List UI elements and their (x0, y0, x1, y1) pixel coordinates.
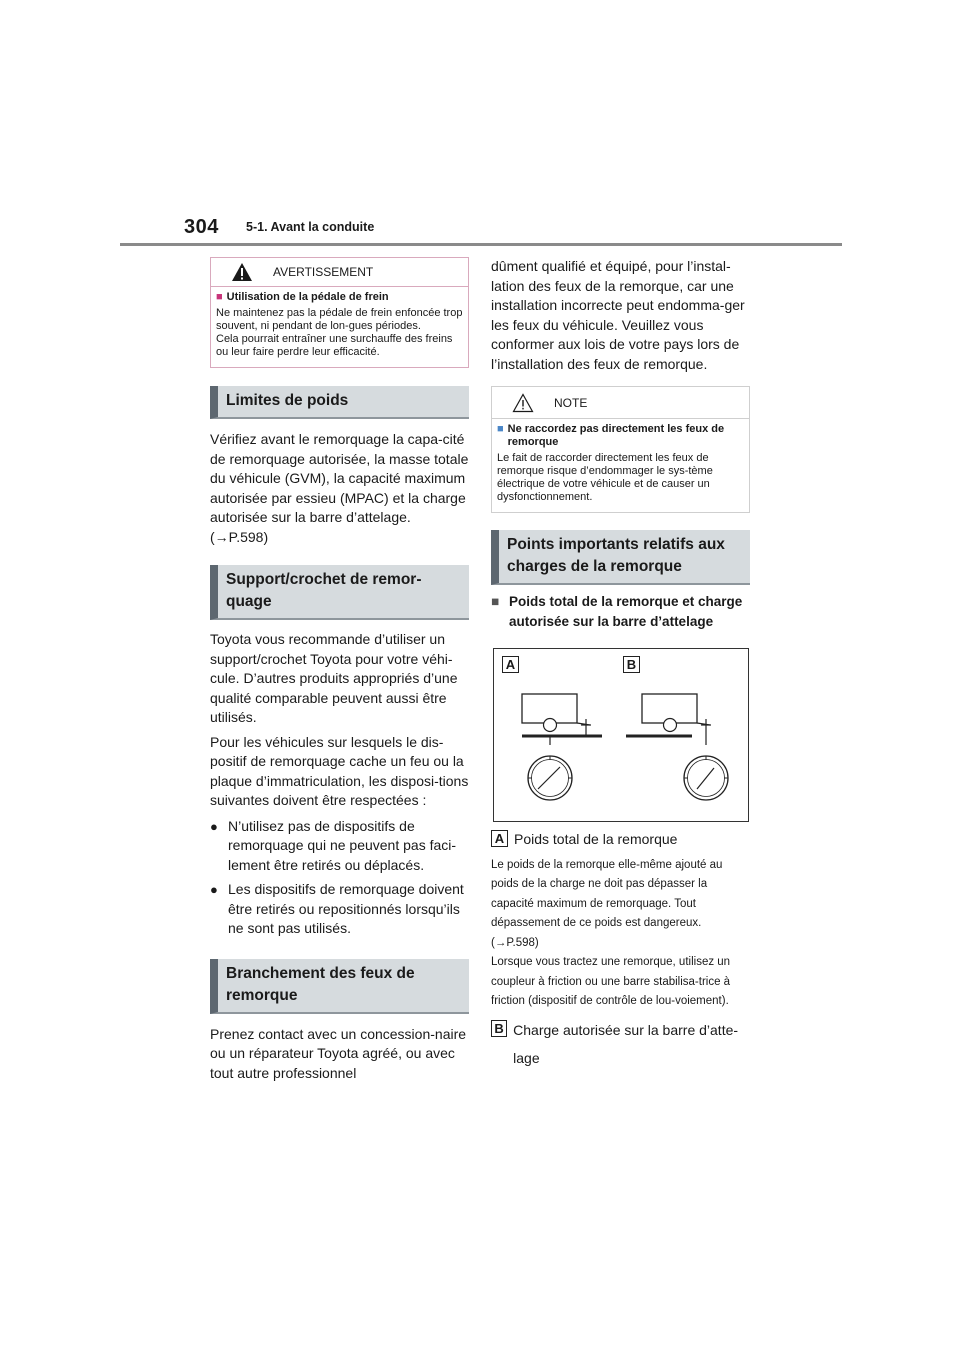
right-column (491, 257, 750, 1072)
trailer-diagram (494, 649, 748, 821)
hitch-paragraph-1: Toyota vous recommande d’utiliser un support/crochet Toyota pour votre véhi-cule. D’autres produits appropriés d’une qualité comparable peuvent aussi être utilisés. (210, 631, 458, 725)
item-b-title: Charge autorisée sur la barre d’atte-lage (513, 1021, 739, 1066)
hitch-paragraph-2: Pour les véhicules sur lesquels le dis-positif de remorquage cache un feu ou la plaque d’immatriculation, les disposi-tions suivantes doivent être respectées : (210, 733, 469, 808)
warning-triangle-icon (231, 262, 253, 282)
lights-paragraph-continued: dûment qualifié et équipé, pour l’instal-lation des feux de la remorque, car une installation incorrecte peut endomma-ger les feux du véhicule. Veuillez vous conformer aux lois de votre pays lors de l’installation des feux de remorque. (491, 258, 745, 372)
figure-label-a: A (502, 656, 519, 673)
warning-text: Ne maintenez pas la pédale de frein enfoncée trop souvent, ni pendant de lon-gues périodes. (216, 307, 463, 332)
note-header (492, 387, 749, 419)
page-number: 304 (184, 216, 219, 238)
caution-triangle-icon (512, 393, 534, 413)
bullet-dot-icon: ● (210, 818, 218, 834)
list-item (210, 880, 469, 939)
item-a-text-2: Lorsque vous tractez une remorque, utilisez un coupleur à friction ou une barre stabilisa-trice à friction (dispositif de contrôle de lou-voiement). (491, 956, 731, 1007)
square-bullet-icon: ■ (491, 594, 500, 609)
note-title: NOTE (554, 395, 588, 410)
left-column (210, 257, 469, 1083)
note-text: Le fait de raccorder directement les feux de remorque risque d’endommager le sys-tème électrique de votre véhicule et de causer un dysfonctionnement. (497, 452, 713, 503)
diagram-b-tongue-load (626, 694, 728, 800)
note-item-title (497, 423, 744, 449)
warning-body (211, 287, 468, 367)
diagram-a-total-weight (522, 694, 602, 800)
hitch-bullet-2: Les dispositifs de remorquage doivent être retirés ou repositionnés lorsqu’ils ne sont pas utilisés. (228, 881, 464, 936)
square-bullet-icon: ■ (216, 291, 223, 303)
item-b-label: B (491, 1020, 507, 1037)
section-heading-limits: Limites de poids (210, 386, 469, 419)
warning-title: AVERTISSEMENT (273, 265, 374, 279)
limits-paragraph: Vérifiez avant le remorquage la capa-cité de remorquage autorisée, la masse totale du véhicule (GVM), la capacité maximum autorisée par essieu (MPAC) et la charge autorisée sur la barre d’attelage. (→P.598) (210, 431, 469, 545)
note-box (491, 386, 750, 513)
loads-sub-heading (491, 592, 750, 631)
warning-item-title-text: Utilisation de la pédale de frein (226, 291, 389, 303)
figure-label-b: B (623, 656, 640, 673)
item-b (491, 1020, 750, 1072)
warning-text-2: Cela pourrait entraîner une surchauffe des freins ou leur faire perdre leur efficacité. (216, 333, 453, 358)
bullet-dot-icon: ● (210, 882, 218, 897)
loads-sub-heading-text: Poids total de la remorque et charge autorisée sur la barre d’attelage (509, 594, 743, 629)
item-a-text: Le poids de la remorque elle-même ajouté au poids de la charge ne doit pas dépasser la capacité maximum de remorquage. Tout dépassement de ce poids est dangereux. (→P.598) (491, 858, 723, 949)
section-heading-lights: Branchement des feux de remorque (210, 959, 469, 1014)
trailer-load-figure (493, 648, 749, 822)
warning-box (210, 257, 469, 368)
item-a-title: Poids total de la remorque (514, 831, 678, 847)
hitch-bullet-1: N’utilisez pas de dispositifs de remorquage qui ne peuvent pas faci-lement être retirés ou déplacés. (228, 817, 457, 873)
warning-header (211, 258, 468, 287)
note-body (492, 419, 749, 512)
item-a-label: A (491, 830, 508, 847)
list-item (210, 817, 469, 876)
header-rule (120, 243, 842, 246)
section-label: 5-1. Avant la conduite (246, 220, 375, 234)
item-a (491, 830, 750, 850)
note-item-title-text: Ne raccordez pas directement les feux de remorque (507, 423, 725, 448)
section-heading-hitch: Support/crochet de remor-quage (210, 565, 469, 620)
section-heading-loads: Points importants relatifs aux charges de la remorque (491, 530, 750, 585)
square-bullet-icon: ■ (497, 423, 504, 435)
lights-paragraph: Prenez contact avec un concession-naire ou un réparateur Toyota agréé, ou avec tout autre professionnel (210, 1025, 467, 1081)
warning-item-title (216, 291, 463, 304)
